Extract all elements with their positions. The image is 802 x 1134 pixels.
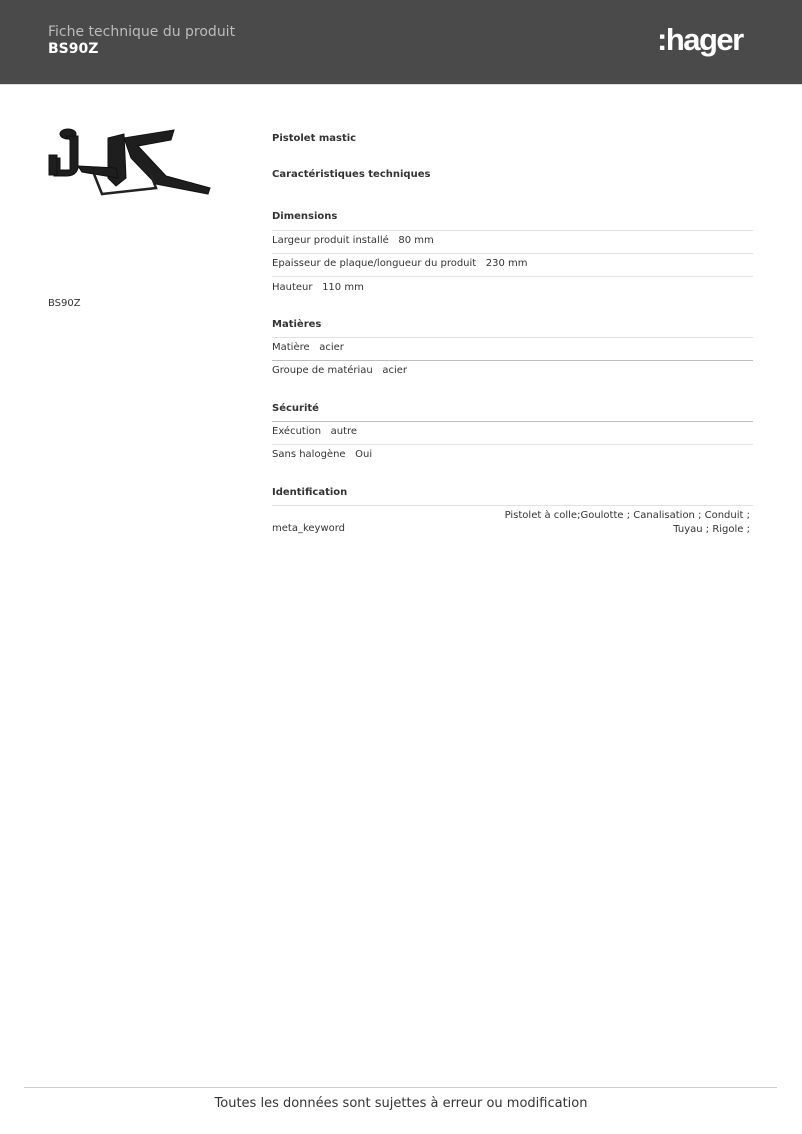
section-title-materials: Matières — [272, 319, 322, 330]
spec-row — [272, 258, 528, 269]
divider — [272, 276, 753, 277]
product-image — [46, 128, 216, 208]
spec-row — [272, 235, 434, 246]
spec-value: acier — [382, 365, 407, 376]
divider — [272, 360, 753, 361]
spec-row — [272, 342, 344, 353]
spec-label: Exécution — [272, 426, 322, 437]
divider — [272, 337, 753, 338]
spec-value: 80 mm — [398, 235, 434, 246]
spec-label: Hauteur — [272, 282, 313, 293]
spec-label: Sans halogène — [272, 449, 346, 460]
spec-label: meta_keyword — [272, 523, 346, 534]
header-subtitle: Fiche technique du produit — [48, 24, 236, 40]
section-title-security: Sécurité — [272, 403, 319, 414]
spec-row — [272, 365, 407, 376]
hager-logo: :hager — [657, 22, 743, 57]
spec-value: acier — [319, 342, 344, 353]
divider — [272, 421, 753, 422]
divider — [272, 505, 753, 506]
spec-row — [272, 449, 372, 460]
spec-label: Groupe de matériau — [272, 365, 373, 376]
spec-value: 230 mm — [485, 258, 528, 269]
footer-disclaimer: Toutes les données sont sujettes à erreur ou modification — [214, 1096, 588, 1111]
technical-characteristics-title: Caractéristiques techniques — [272, 169, 431, 180]
spec-label: Epaisseur de plaque/longueur du produit — [272, 258, 477, 269]
product-name: Pistolet mastic — [272, 133, 357, 144]
page-header — [0, 0, 802, 85]
spec-value-keywords: Pistolet à colle;Goulotte ; Canalisation ; Conduit ; Tuyau ; Rigole ; — [504, 510, 750, 535]
spec-value: Oui — [355, 449, 373, 460]
spec-row — [272, 282, 364, 293]
header-product-code: BS90Z — [48, 41, 99, 57]
spec-value: autre — [330, 426, 358, 437]
spec-value: 110 mm — [322, 282, 364, 293]
spec-label: Matière — [272, 342, 310, 353]
spec-row — [272, 426, 357, 437]
divider — [272, 253, 753, 254]
spec-label: Largeur produit installé — [272, 235, 389, 246]
divider — [272, 444, 753, 445]
section-title-dimensions: Dimensions — [272, 211, 338, 222]
divider — [272, 230, 753, 231]
section-title-identification: Identification — [272, 487, 348, 498]
product-code-label: BS90Z — [48, 298, 81, 309]
footer-divider — [24, 1087, 777, 1088]
